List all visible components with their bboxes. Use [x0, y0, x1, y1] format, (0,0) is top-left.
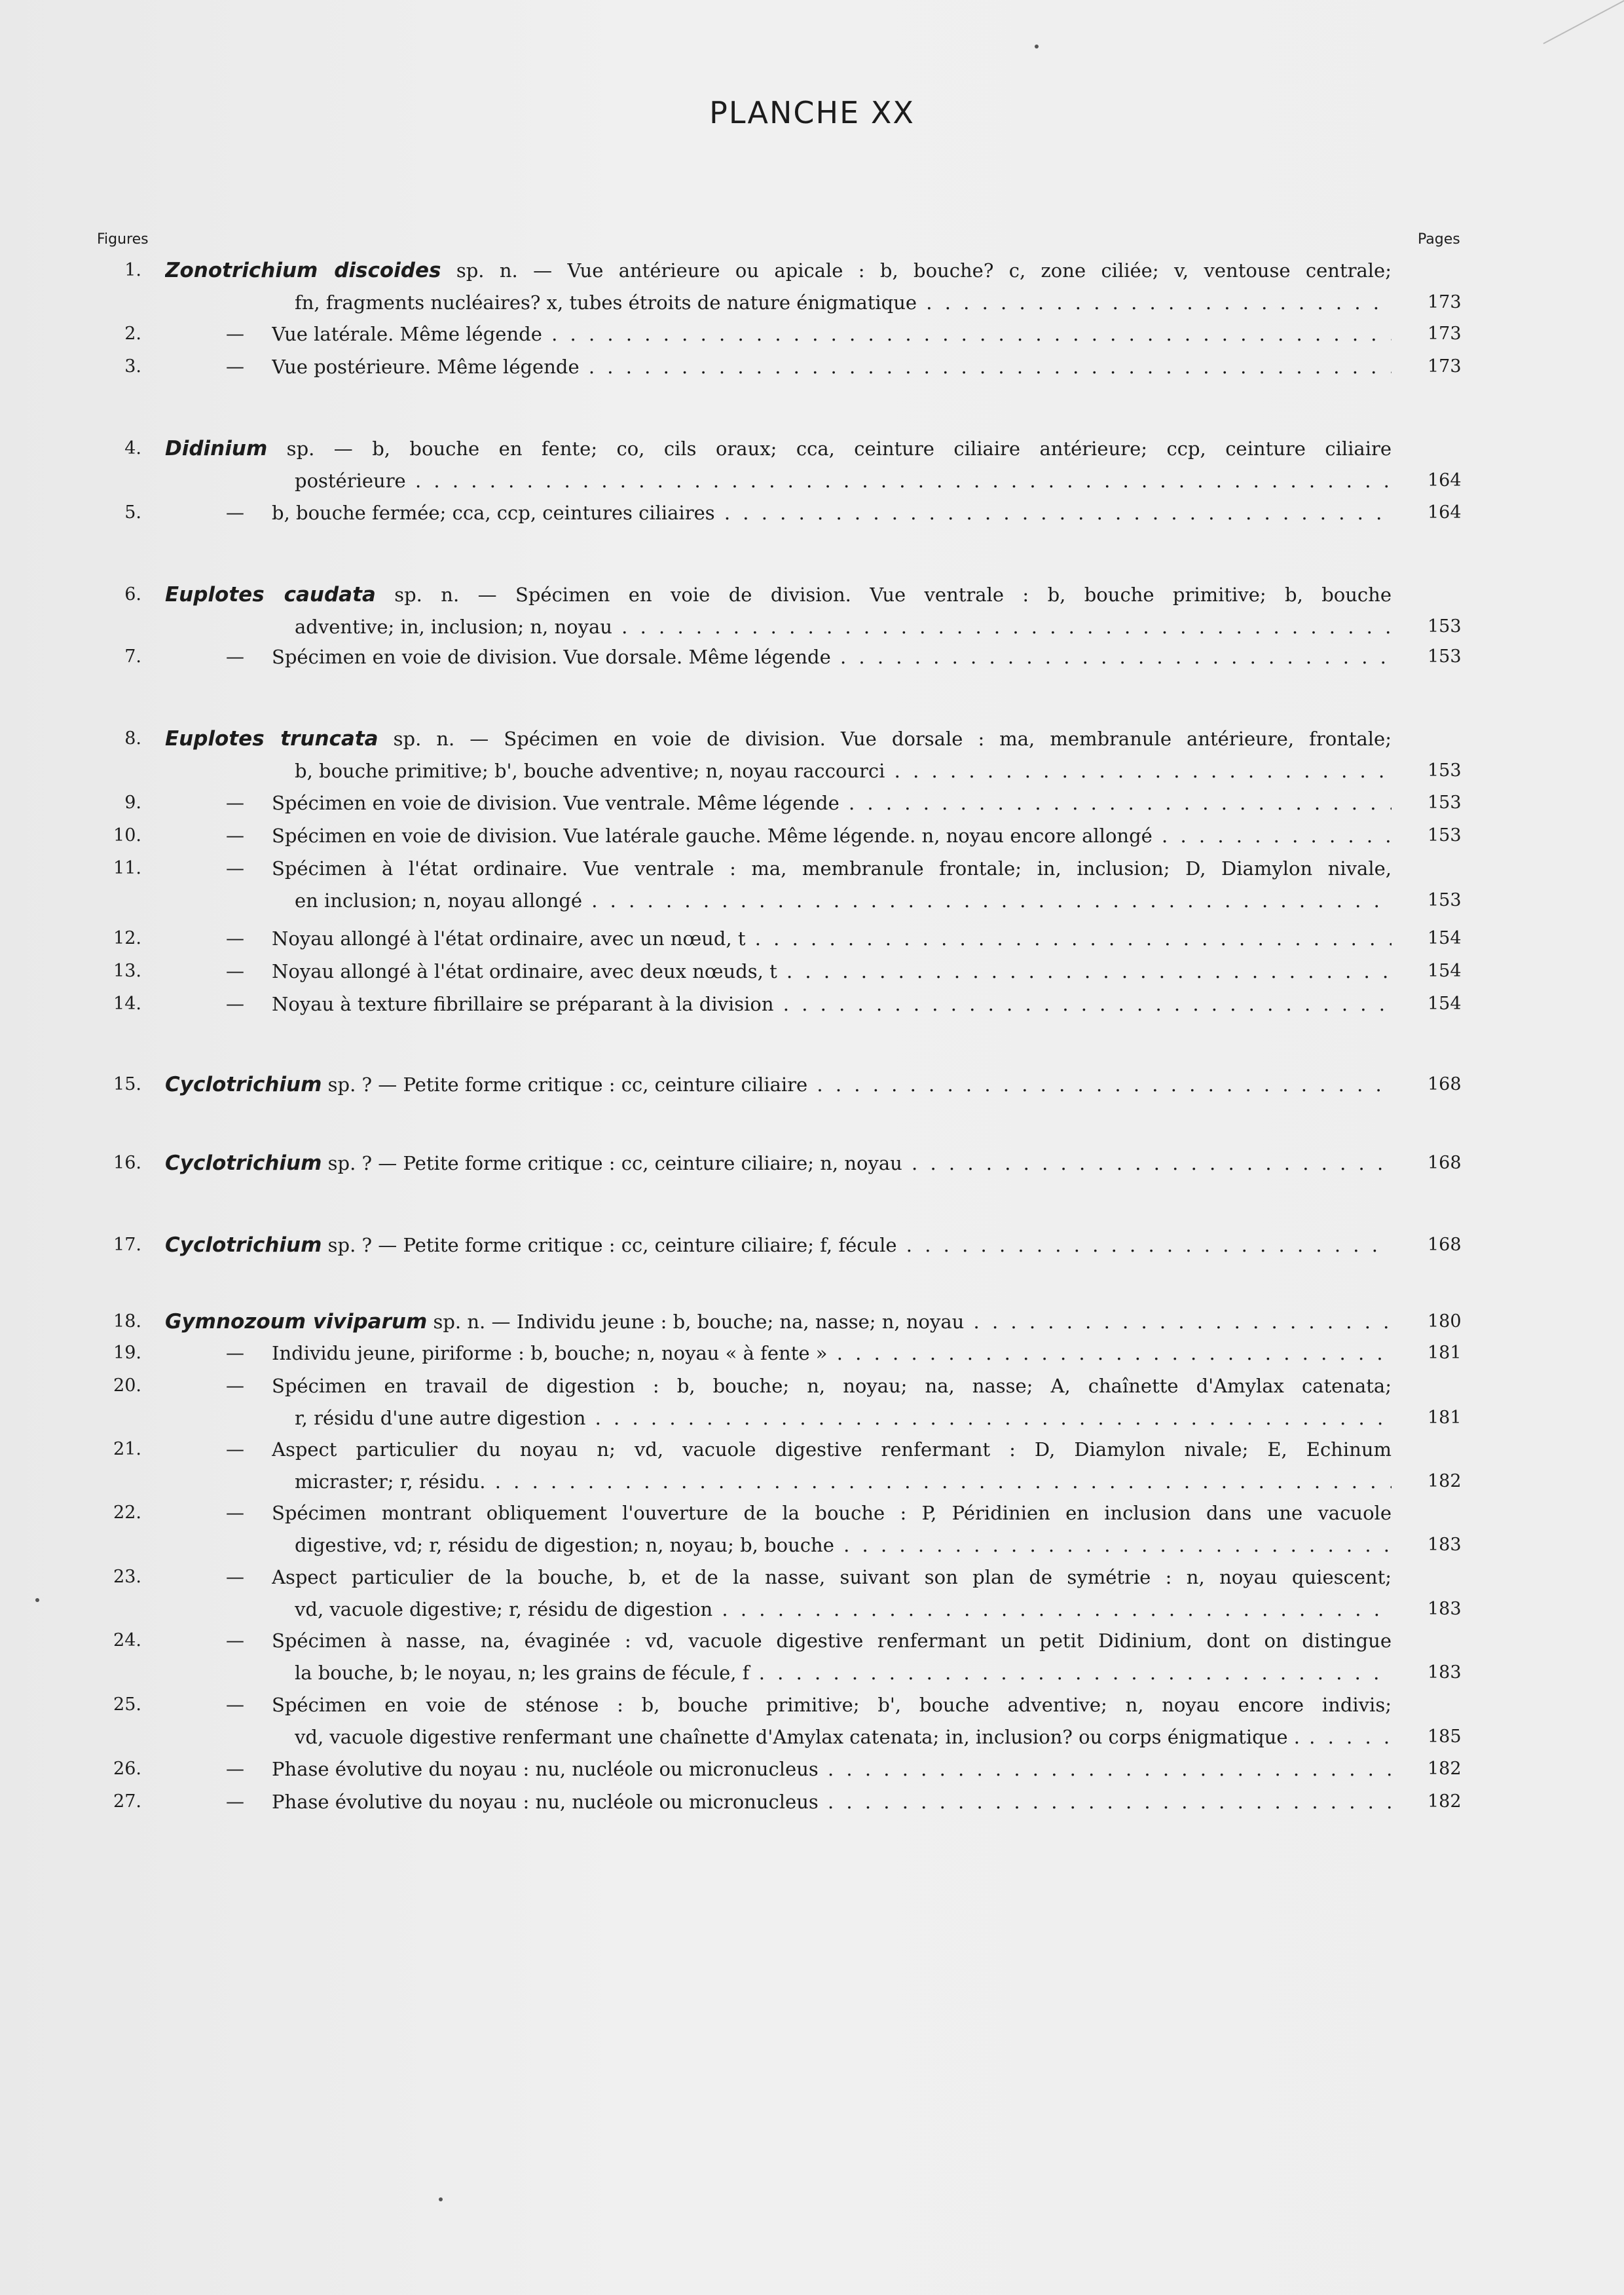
legend-entry-continuation [0, 1466, 1624, 1497]
legend-text [165, 434, 1392, 464]
figure-number: 17. [113, 1235, 141, 1255]
page-reference: 154 [1428, 994, 1462, 1014]
legend-description: b, bouche fermée; cca, ccp, ceintures ciliaires . . . [272, 498, 1392, 528]
legend-entry-continuation [0, 466, 1624, 496]
legend-description: sp. n. — Individu jeune : b, bouche; na, nasse; n, noyau [427, 1311, 965, 1333]
species-name: Zonotrichium discoides [165, 259, 441, 282]
ditto-dash: — [226, 1342, 244, 1364]
ditto-dash: — [226, 960, 244, 982]
ditto-dash: — [226, 993, 244, 1015]
ditto-dash: — [226, 825, 244, 846]
page-reference: 168 [1428, 1074, 1462, 1094]
ditto-dash: — [226, 1694, 244, 1715]
legend-description: sp. n. — Spécimen en voie de division. Vue dorsale : ma, membranule antérieure, frontale; [378, 728, 1392, 750]
legend-description: Spécimen en voie de division. Vue dorsale. Même légende . . . [272, 642, 1392, 672]
figure-number: 15. [113, 1074, 141, 1094]
legend-text [165, 255, 1392, 286]
legend-continuation-text: micraster; r, résidu. . . . [295, 1466, 1392, 1497]
legend-description: Spécimen en voie de division. Vue latérale gauche. Même légende. n, noyau encore allongé . . . [272, 821, 1392, 851]
figure-number: 22. [113, 1502, 141, 1523]
ditto-dash: — [226, 857, 244, 879]
figure-number: 8. [124, 728, 141, 749]
figure-number: 9. [124, 793, 141, 813]
legend-entry [0, 821, 1624, 851]
ditto-dash: — [226, 792, 244, 813]
legend-continuation-text: b, bouche primitive; b', bouche adventive; n, noyau raccourci . . . [295, 756, 1392, 786]
page-reference: 183 [1428, 1535, 1462, 1555]
legend-entry [0, 1787, 1624, 1817]
legend-entry [0, 498, 1624, 528]
figure-number: 26. [113, 1759, 141, 1779]
page-reference: 153 [1428, 616, 1462, 637]
species-name: Cyclotrichium [165, 1073, 322, 1096]
figure-number: 20. [113, 1375, 141, 1396]
page-reference: 173 [1428, 324, 1462, 344]
legend-description: sp. — b, bouche en fente; co, cils oraux; cca, ceinture ciliaire antérieure; ccp, ceinture ciliaire [267, 438, 1392, 460]
legend-entry [0, 642, 1624, 672]
ditto-dash: — [226, 1630, 244, 1651]
page-reference: 153 [1428, 760, 1462, 781]
figure-number: 25. [113, 1694, 141, 1715]
legend-continuation-text: vd, vacuole digestive; r, résidu de digestion . . . [295, 1594, 1392, 1624]
legend-description: Phase évolutive du noyau : nu, nucléole ou micronucleus . . . [272, 1787, 1392, 1817]
species-name: Euplotes truncata [165, 727, 378, 751]
figure-number: 16. [113, 1153, 141, 1173]
legend-description: Aspect particulier du noyau n; vd, vacuole digestive renfermant : D, Diamylon nivale; E, Echinum [272, 1438, 1392, 1461]
ditto-dash: — [226, 1502, 244, 1523]
ditto-dash: — [226, 1375, 244, 1396]
legend-continuation-text: digestive, vd; r, résidu de digestion; n, noyau; b, bouche . . . [295, 1530, 1392, 1560]
figure-number: 3. [124, 356, 141, 377]
legend-description: Noyau à texture fibrillaire se préparant à la division . . . [272, 989, 1392, 1019]
legend-continuation-text: vd, vacuole digestive renfermant une chaînette d'Amylax catenata; in, inclusion? ou corps énigmatique . . . . [295, 1722, 1392, 1752]
ditto-dash: — [226, 927, 244, 949]
legend-entry [0, 319, 1624, 349]
figure-number: 19. [113, 1343, 141, 1363]
legend-description: Aspect particulier de la bouche, b, et de la nasse, suivant son plan de symétrie : n, noyau quiescent; [272, 1566, 1392, 1588]
species-name: Euplotes caudata [165, 583, 376, 606]
legend-entry [0, 1690, 1624, 1720]
legend-description: Noyau allongé à l'état ordinaire, avec deux nœuds, t . . . [272, 956, 1392, 986]
legend-entry [0, 1230, 1624, 1260]
legend-description: Spécimen montrant obliquement l'ouverture de la bouche : P, Péridinien en inclusion dans une vacuole [272, 1502, 1392, 1524]
page-reference: 182 [1428, 1759, 1462, 1779]
species-name: Cyclotrichium [165, 1233, 322, 1257]
legend-description: Individu jeune, piriforme : b, bouche; n, noyau « à fente » . . . [272, 1338, 1392, 1368]
legend-entry [0, 1148, 1624, 1178]
figure-number: 21. [113, 1439, 141, 1459]
legend-entry-continuation [0, 1594, 1624, 1624]
legend-entry [0, 853, 1624, 884]
ditto-dash: — [226, 323, 244, 345]
legend-entry [0, 434, 1624, 464]
legend-description: Spécimen en travail de digestion : b, bouche; n, noyau; na, nasse; A, chaînette d'Amylax catenata; [272, 1375, 1392, 1397]
figure-number: 24. [113, 1630, 141, 1651]
figure-number: 11. [113, 858, 141, 878]
legend-continuation-text: en inclusion; n, noyau allongé . . . [295, 886, 1392, 916]
legend-entry [0, 1626, 1624, 1656]
legend-description: sp. ? — Petite forme critique : cc, ceinture ciliaire; f, fécule [322, 1234, 897, 1256]
legend-description: Spécimen en voie de division. Vue ventrale. Même légende . . . [272, 788, 1392, 818]
species-name: Didinium [165, 437, 268, 460]
legend-entry-continuation [0, 756, 1624, 786]
page-reference: 182 [1428, 1791, 1462, 1812]
legend-description: sp. ? — Petite forme critique : cc, ceinture ciliaire [322, 1073, 808, 1096]
legend-continuation-text: fn, fragments nucléaires? x, tubes étroits de nature énigmatique . . . [295, 288, 1392, 318]
legend-description: Phase évolutive du noyau : nu, nucléole ou micronucleus . . . [272, 1754, 1392, 1784]
legend-text [165, 724, 1392, 754]
legend-entry-continuation [0, 1658, 1624, 1688]
ditto-dash: — [226, 1566, 244, 1588]
ditto-dash: — [226, 1438, 244, 1460]
legend-text [165, 1230, 1392, 1260]
legend-description: Vue latérale. Même légende . . . [272, 319, 1392, 349]
page-reference: 153 [1428, 890, 1462, 910]
figures-column-header: Figures [97, 231, 149, 248]
legend-entry [0, 924, 1624, 954]
legend-text [165, 1307, 1392, 1337]
legend-entry-continuation [0, 886, 1624, 916]
page-reference: 183 [1428, 1662, 1462, 1683]
legend-entry [0, 255, 1624, 286]
legend-description: Spécimen en voie de sténose : b, bouche primitive; b', bouche adventive; n, noyau encore indivis; [272, 1694, 1392, 1716]
ditto-dash: — [226, 1758, 244, 1780]
pages-column-header: Pages [1418, 231, 1460, 248]
legend-entry [0, 1307, 1624, 1337]
legend-entry [0, 788, 1624, 818]
legend-continuation-text: r, résidu d'une autre digestion . . . [295, 1403, 1392, 1433]
ditto-dash: — [226, 1791, 244, 1812]
legend-continuation-text: la bouche, b; le noyau, n; les grains de fécule, f . . . [295, 1658, 1392, 1688]
ditto-dash: — [226, 646, 244, 667]
legend-description: sp. n. — Vue antérieure ou apicale : b, bouche? c, zone ciliée; v, ventouse centrale; [441, 259, 1392, 282]
page-reference: 168 [1428, 1235, 1462, 1255]
page-reference: 153 [1428, 646, 1462, 667]
legend-description: sp. n. — Spécimen en voie de division. Vue ventrale : b, bouche primitive; b, bouche [375, 584, 1392, 606]
page-speck [1035, 45, 1039, 48]
legend-text [165, 1148, 1392, 1178]
species-name: Cyclotrichium [165, 1151, 322, 1175]
page-reference: 173 [1428, 292, 1462, 312]
page-reference: 181 [1428, 1343, 1462, 1363]
legend-entry [0, 1434, 1624, 1465]
figure-number: 10. [113, 825, 141, 846]
legend-entry [0, 1371, 1624, 1401]
page-reference: 181 [1428, 1408, 1462, 1428]
legend-continuation-text: postérieure . . . [295, 466, 1392, 496]
legend-entry [0, 989, 1624, 1019]
legend-description: sp. ? — Petite forme critique : cc, ceinture ciliaire; n, noyau [322, 1152, 902, 1174]
legend-entry [0, 580, 1624, 610]
legend-entry-continuation [0, 1722, 1624, 1752]
legend-entry-continuation [0, 1530, 1624, 1560]
page-reference: 168 [1428, 1153, 1462, 1173]
legend-entry-continuation [0, 1403, 1624, 1433]
figure-number: 14. [113, 994, 141, 1014]
page-speck [439, 2197, 443, 2201]
figure-number: 6. [124, 584, 141, 605]
page-reference: 164 [1428, 470, 1462, 491]
page-corner-mark [1543, 0, 1624, 102]
legend-entry [0, 1754, 1624, 1784]
legend-entry [0, 1070, 1624, 1100]
legend-entry [0, 956, 1624, 986]
figure-number: 1. [124, 260, 141, 280]
legend-entry-continuation [0, 288, 1624, 318]
figure-number: 7. [124, 646, 141, 667]
page-reference: 153 [1428, 793, 1462, 813]
page-reference: 173 [1428, 356, 1462, 377]
figure-number: 4. [124, 438, 141, 458]
page-reference: 183 [1428, 1599, 1462, 1619]
figure-number: 2. [124, 324, 141, 344]
legend-entry [0, 352, 1624, 382]
figure-number: 23. [113, 1567, 141, 1587]
figure-number: 13. [113, 961, 141, 981]
page-reference: 154 [1428, 928, 1462, 948]
legend-entry [0, 724, 1624, 754]
page-reference: 182 [1428, 1471, 1462, 1491]
legend-description: Noyau allongé à l'état ordinaire, avec un nœud, t . . . [272, 924, 1392, 954]
figure-number: 12. [113, 928, 141, 948]
page-reference: 154 [1428, 961, 1462, 981]
figure-number: 27. [113, 1791, 141, 1812]
legend-entry [0, 1338, 1624, 1368]
legend-description: Vue postérieure. Même légende . . . [272, 352, 1392, 382]
legend-description: Spécimen à nasse, na, évaginée : vd, vacuole digestive renfermant un petit Didinium, dont on distingue [272, 1630, 1392, 1652]
page-reference: 164 [1428, 502, 1462, 523]
legend-text [165, 1070, 1392, 1100]
legend-text [165, 580, 1392, 610]
page-reference: 180 [1428, 1311, 1462, 1332]
page-reference: 153 [1428, 825, 1462, 846]
page-title: PLANCHE XX [709, 95, 915, 130]
figure-number: 18. [113, 1311, 141, 1332]
ditto-dash: — [226, 502, 244, 523]
legend-description: Spécimen à l'état ordinaire. Vue ventrale : ma, membranule frontale; in, inclusion; D, Diamylon nivale, [272, 857, 1392, 880]
figure-number: 5. [124, 502, 141, 523]
legend-continuation-text: adventive; in, inclusion; n, noyau . . . [295, 612, 1392, 642]
species-name: Gymnozoum viviparum [165, 1310, 428, 1334]
page-reference: 185 [1428, 1726, 1462, 1747]
legend-entry [0, 1562, 1624, 1592]
ditto-dash: — [226, 356, 244, 377]
legend-entry [0, 1498, 1624, 1528]
legend-entry-continuation [0, 612, 1624, 642]
